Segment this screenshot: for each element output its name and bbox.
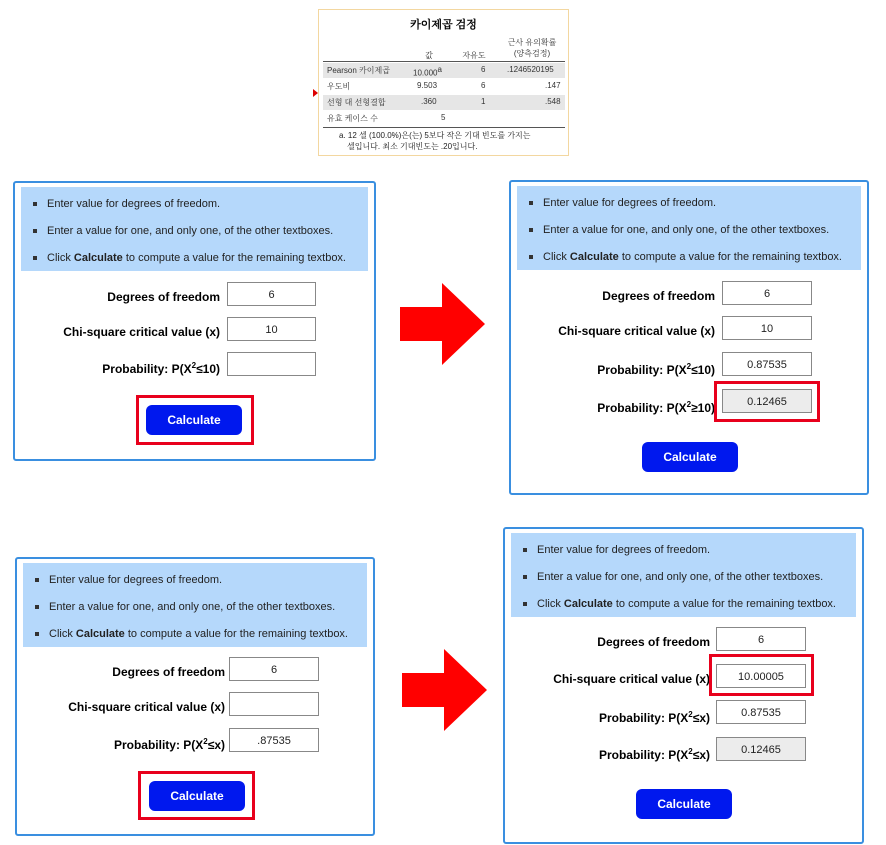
instruction-item: Enter a value for one, and only one, of the other textboxes. — [523, 571, 823, 583]
df-label: Degrees of freedom — [107, 290, 220, 304]
chi-square-test-table — [318, 9, 569, 156]
right-arrow-icon — [402, 649, 487, 731]
prob-label: Probability: $P(X^2\le 10)$ — [102, 361, 220, 376]
df-label: Degrees of freedom — [597, 635, 710, 649]
prob-ge-output: 0.12465 — [716, 737, 806, 761]
prob-le-input[interactable]: 0.87535 — [722, 352, 812, 376]
table-title: 카이제곱 검정 — [410, 19, 477, 31]
instructions — [511, 533, 856, 617]
calculate-button[interactable]: Calculate — [149, 781, 245, 811]
calculator-panel-1 — [13, 181, 376, 461]
df-input[interactable]: 6 — [722, 281, 812, 305]
highlight-box — [138, 771, 255, 820]
instruction-item: Enter value for degrees of freedom. — [35, 574, 222, 586]
chi-label: Chi-square critical value (x) — [63, 325, 220, 339]
calculator-panel-4 — [503, 527, 864, 844]
instruction-item: Click Calculate to compute a value for the remaining textbox. — [523, 598, 836, 610]
header-rule — [323, 61, 565, 62]
instruction-item: Click Calculate to compute a value for the remaining textbox. — [33, 252, 346, 264]
table-row: 선형 대 선형결합 .360 1 .548 — [323, 95, 565, 110]
instruction-item: Enter a value for one, and only one, of the other textboxes. — [33, 225, 333, 237]
df-input[interactable]: 6 — [716, 627, 806, 651]
right-arrow-icon — [400, 283, 485, 365]
df-input[interactable]: 6 — [227, 282, 316, 306]
chi-label: Chi-square critical value (x) — [558, 324, 715, 338]
prob-input[interactable] — [227, 352, 316, 376]
table-bottom-rule — [323, 127, 565, 128]
header-sig-line1: 근사 유의확률 — [507, 38, 557, 47]
prob-le-input[interactable]: 0.87535 — [716, 700, 806, 724]
df-input[interactable]: 6 — [229, 657, 319, 681]
prob-input[interactable]: .87535 — [229, 728, 319, 752]
instruction-item: Enter a value for one, and only one, of the other textboxes. — [529, 224, 829, 236]
header-sig-line2: (양측검정) — [513, 49, 551, 58]
chi-input[interactable] — [229, 692, 319, 716]
instruction-item: Click Calculate to compute a value for the remaining textbox. — [35, 628, 348, 640]
highlight-box — [714, 381, 820, 422]
instructions — [21, 187, 368, 271]
instruction-item: Enter a value for one, and only one, of the other textboxes. — [35, 601, 335, 613]
instruction-item: Enter value for degrees of freedom. — [529, 197, 716, 209]
prob-le-label: Probability: $P(X^2\le x)$ — [598, 710, 710, 725]
header-value: 값 — [425, 51, 433, 60]
header-df: 자유도 — [462, 51, 486, 60]
prob-le-label: Probability: $P(X^2\le 10)$ — [597, 362, 715, 377]
df-label: Degrees of freedom — [602, 289, 715, 303]
prob-label: Probability: $P(X^2\le x)$ — [113, 737, 225, 752]
highlight-box — [136, 395, 254, 445]
calculate-button[interactable]: Calculate — [636, 789, 732, 819]
prob-ge-output: 0.12465 — [722, 389, 812, 413]
chi-input[interactable]: 10 — [722, 316, 812, 340]
chi-label: Chi-square critical value (x) — [68, 700, 225, 714]
chi-label: Chi-square critical value (x) — [553, 672, 710, 686]
df-label: Degrees of freedom — [112, 665, 225, 679]
table-row: 유효 케이스 수 5 — [327, 113, 446, 123]
table-footnote-cont: 셀입니다. 최소 기대빈도는 .20입니다. — [347, 142, 478, 151]
chi-input[interactable]: 10 — [227, 317, 316, 341]
instruction-item: Enter value for degrees of freedom. — [33, 198, 220, 210]
prob-ge-label: Probability: $P(X^2\ge 10)$ — [597, 400, 715, 415]
table-row: 우도비 9.503 6 .147 — [327, 81, 561, 91]
instructions — [23, 563, 367, 647]
table-row: Pearson 카이제곱 10.000$^a$ 6 .1246520195 — [323, 63, 565, 78]
table-footnote: a. 12 셀 (100.0%)은(는) 5보다 작은 기대 빈도를 가지는 — [339, 131, 531, 140]
instruction-item: Enter value for degrees of freedom. — [523, 544, 710, 556]
instruction-item: Click Calculate to compute a value for the remaining textbox. — [529, 251, 842, 263]
calculator-panel-2 — [509, 180, 869, 495]
calculate-button[interactable]: Calculate — [146, 405, 242, 435]
instructions — [517, 186, 861, 270]
calculator-panel-3 — [15, 557, 375, 836]
prob-ge-label: Probability: $P(X^2\le x)$ — [598, 747, 710, 762]
calculate-button[interactable]: Calculate — [642, 442, 738, 472]
row-marker-icon — [313, 89, 318, 97]
highlight-box — [709, 654, 814, 696]
chi-input[interactable]: 10.00005 — [716, 664, 806, 688]
